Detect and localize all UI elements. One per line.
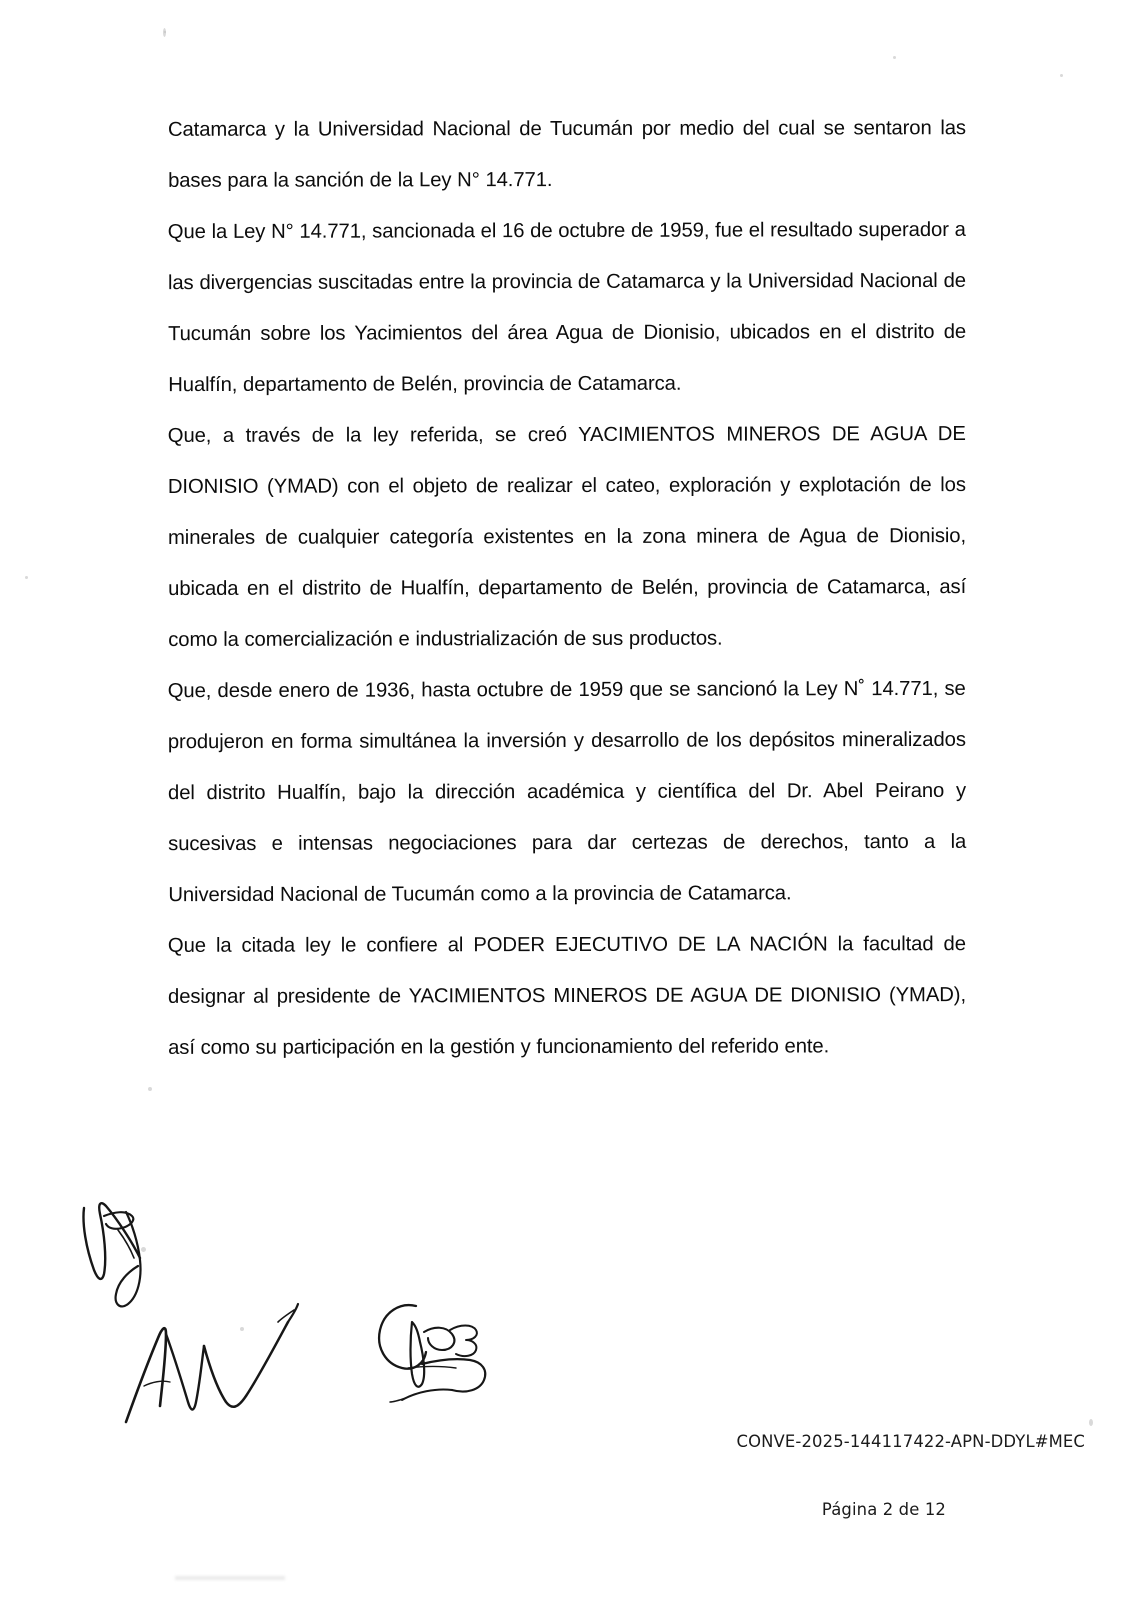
scan-speck xyxy=(1089,1419,1093,1426)
scan-edge-smudge xyxy=(175,1576,285,1580)
paragraph-3: Que, a través de la ley referida, se creó YACIMIENTOS MINEROS DE AGUA DE DIONISIO (YMAD) con el objeto de realizar el cateo, exploración y explotación de los minerales de cualquier categoría existentes en la zona minera de Agua de Dionisio, ubicada en el distrito de Hualfín, departamento de Belén, provincia de Catamarca, así como la comercialización e industrialización de sus productos. xyxy=(167,423,967,651)
scan-speck xyxy=(148,1087,152,1091)
scan-speck xyxy=(25,576,28,579)
signature-bottom-left xyxy=(118,1290,308,1430)
document-body xyxy=(168,104,966,1073)
scan-speck xyxy=(141,1247,146,1252)
footer-page-number: Página 2 de 12 xyxy=(821,1500,946,1519)
paragraph-2: Que la Ley N° 14.771, sancionada el 16 de octubre de 1959, fue el resultado superador a las divergencias suscitadas entre la provincia de Catamarca y la Universidad Nacional de Tucumán sobre los Yacimientos del área Agua de Dionisio, ubicados en el distrito de Hualfín, departamento de Belén, provincia de Catamarca. xyxy=(167,218,967,397)
signature-top-left xyxy=(74,1186,194,1316)
paragraph-1: Catamarca y la Universidad Nacional de Tucumán por medio del cual se sentaron las bases para la sanción de la Ley N° 14.771. xyxy=(167,117,966,192)
scan-speck xyxy=(164,31,166,33)
scan-speck xyxy=(893,56,896,59)
paragraph-4: Que, desde enero de 1936, hasta octubre de 1959 que se sancionó la Ley N˚ 14.771, se produjeron en forma simultánea la inversión y desarrollo de los depósitos mineralizados del distrito Hualfín, bajo la dirección académica y científica del Dr. Abel Peirano y sucesivas e intensas negociaciones para dar certezas de derechos, tanto a la Universidad Nacional de Tucumán como a la provincia de Catamarca. xyxy=(167,677,967,907)
scan-speck xyxy=(240,1327,244,1331)
scan-speck xyxy=(1060,74,1063,77)
signature-bottom-middle xyxy=(372,1288,502,1408)
footer-document-code: CONVE-2025-144117422-APN-DDYL#MEC xyxy=(736,1432,1085,1451)
paragraph-5: Que la citada ley le confiere al PODER EJECUTIVO DE LA NACIÓN la facultad de designar al presidente de YACIMIENTOS MINEROS DE AGUA DE DIONISIO (YMAD), así como su participación en la gestión y funcionamiento del referido ente. xyxy=(167,933,967,1059)
scan-speck xyxy=(163,28,166,37)
